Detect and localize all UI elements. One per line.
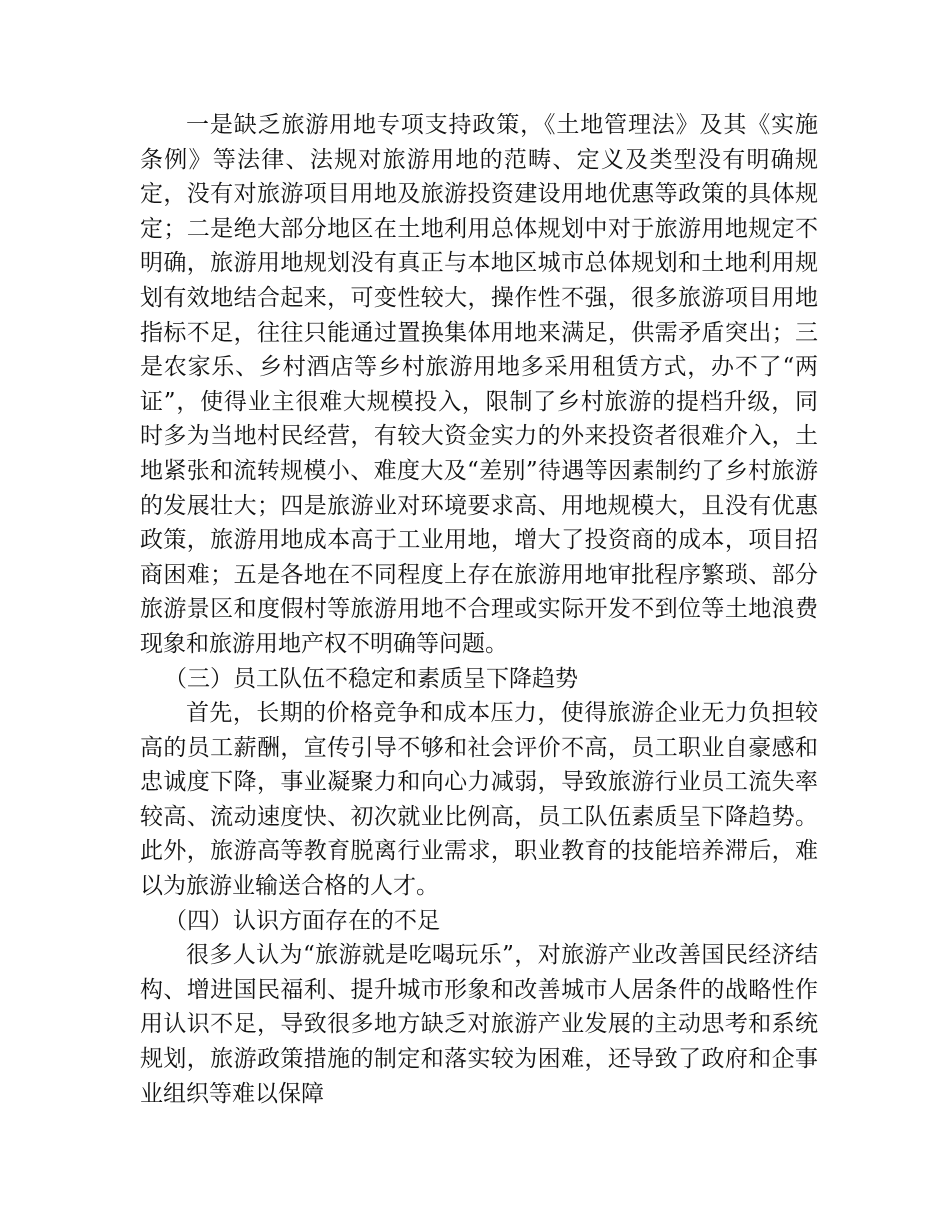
section-heading-staff: （三）员工队伍不稳定和素质呈下降趋势 (164, 665, 578, 692)
section-heading-awareness: （四）认识方面存在的不足 (164, 907, 440, 934)
paragraph-land-policy: 一是缺乏旅游用地专项支持政策，《土地管理法》及其《实施条例》等法律、法规对旅游用地的范畴、定义及类型没有明确规定，没有对旅游项目用地及旅游投资建设用地优惠等政策的具体规定；二是绝大部分地区在土地利用总体规划中对于旅游用地规定不明确，旅游用地规划没有真正与本地区城市总体规划和土地利用规划有效地结合起来，可变性较大，操作性不强，很多旅游项目用地指标不足，往往只能通过置换集体用地来满足，供需矛盾突出；三是农家乐、乡村酒店等乡村旅游用地多采用租赁方式，办不了“两证”，使得业主很难大规模投入，限制了乡村旅游的提档升级，同时多为当地村民经营，有较大资金实力的外来投资者很难介入，土地紧张和流转规模小、难度大及“差别”待遇等因素制约了乡村旅游的发展壮大；四是旅游业对环境要求高、用地规模大，且没有优惠政策，旅游用地成本高于工业用地，增大了投资商的成本，项目招商困难；五是各地在不同程度上存在旅游用地审批程序繁琐、部分旅游景区和度假村等旅游用地不合理或实际开发不到位等土地浪费现象和旅游用地产权不明确等问题。 (140, 112, 818, 657)
document-body (140, 108, 818, 1111)
paragraph-awareness: 很多人认为“旅游就是吃喝玩乐”，对旅游产业改善国民经济结构、增进国民福利、提升城市形象和改善城市人居条件的战略性作用认识不足，导致很多地方缺乏对旅游产业发展的主动思考和系统规划，旅游政策措施的制定和落实较为困难，还导致了政府和企事业组织等难以保障 (140, 942, 818, 1107)
paragraph-staff: 首先，长期的价格竞争和成本压力，使得旅游企业无力负担较高的员工薪酬，宣传引导不够和社会评价不高，员工职业自豪感和忠诚度下降，事业凝聚力和向心力减弱，导致旅游行业员工流失率较高、流动速度快、初次就业比例高，员工队伍素质呈下降趋势。此外，旅游高等教育脱离行业需求，职业教育的技能培养滞后，难以为旅游业输送合格的人才。 (140, 700, 818, 900)
